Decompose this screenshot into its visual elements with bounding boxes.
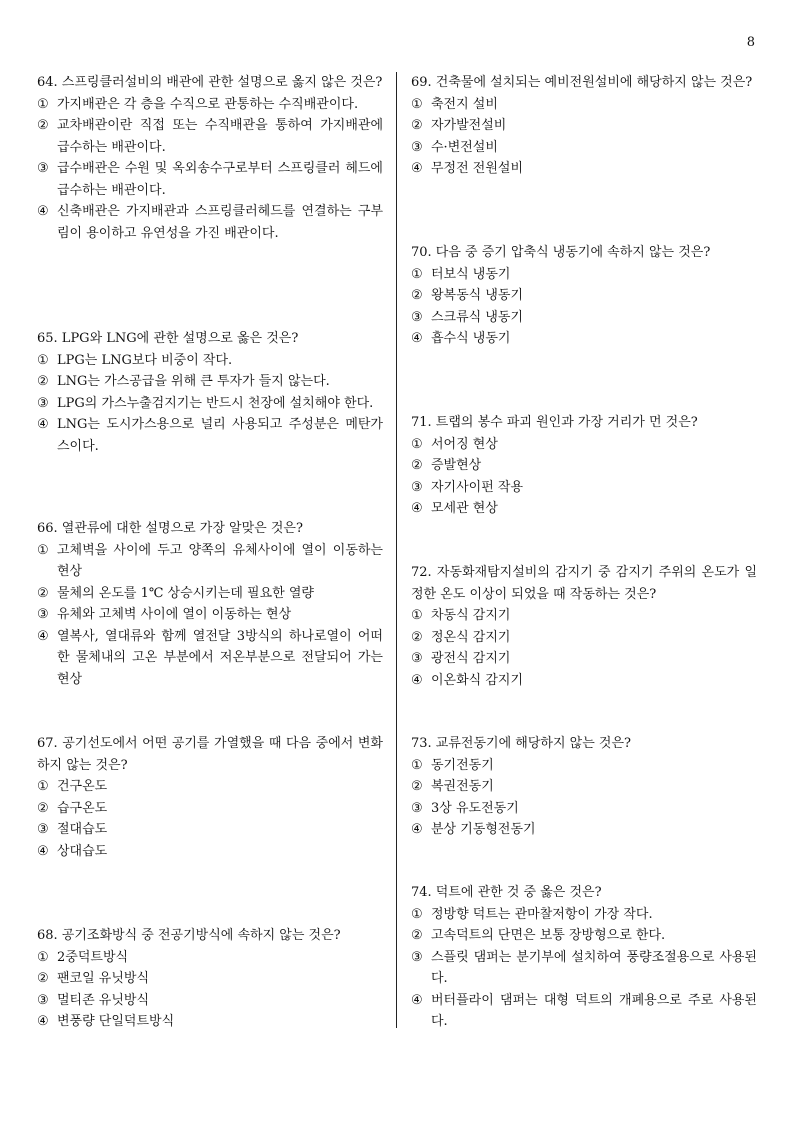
option-text: 축전지 설비 bbox=[431, 96, 498, 112]
option-text: 증발현상 bbox=[431, 458, 482, 473]
option-number: ④ bbox=[37, 628, 49, 644]
option-text: 모세관 현상 bbox=[431, 501, 498, 516]
answer-option bbox=[37, 540, 383, 583]
option-text: 터보식 냉동기 bbox=[431, 266, 511, 282]
option-number: ① bbox=[411, 608, 423, 623]
question-69 bbox=[411, 72, 757, 180]
question-stem: 66. 열관류에 대한 설명으로 가장 알맞은 것은? bbox=[37, 521, 303, 536]
answer-option bbox=[37, 94, 383, 116]
answer-option bbox=[37, 947, 383, 969]
question-71 bbox=[411, 412, 757, 520]
option-text: 3상 유도전동기 bbox=[431, 800, 519, 816]
option-number: ③ bbox=[411, 139, 423, 155]
option-number: ① bbox=[37, 949, 49, 965]
answer-option bbox=[37, 841, 383, 863]
option-number: ③ bbox=[411, 479, 423, 495]
option-text: 수·변전설비 bbox=[431, 139, 498, 155]
option-text: 자가발전설비 bbox=[431, 118, 507, 133]
option-number: ① bbox=[411, 757, 423, 773]
option-number: ④ bbox=[411, 331, 423, 346]
answer-option bbox=[411, 798, 757, 820]
answer-option bbox=[37, 1011, 383, 1033]
answer-option bbox=[411, 264, 757, 286]
question-stem: 65. LPG와 LNG에 관한 설명으로 옳은 것은? bbox=[37, 331, 299, 346]
question-64 bbox=[37, 72, 383, 244]
question-stem: 67. 공기선도에서 어떤 공기를 가열했을 때 다음 중에서 변화하지 않는 것은? bbox=[37, 736, 383, 773]
option-text: 이온화식 감지기 bbox=[431, 672, 524, 688]
question-stem: 74. 덕트에 관한 것 중 옳은 것은? bbox=[411, 885, 602, 900]
answer-option bbox=[411, 904, 757, 926]
option-text: LPG의 가스누출검지기는 반드시 천장에 설치해야 한다. bbox=[57, 395, 374, 411]
option-number: ③ bbox=[37, 822, 49, 837]
option-text: 흡수식 냉동기 bbox=[431, 331, 511, 346]
question-68 bbox=[37, 925, 383, 1033]
answer-option bbox=[37, 819, 383, 841]
option-text: 정방향 덕트는 관마찰저항이 가장 작다. bbox=[431, 906, 653, 922]
answer-option bbox=[411, 307, 757, 329]
option-text: 절대습도 bbox=[57, 822, 108, 837]
option-text: 습구온도 bbox=[57, 800, 108, 816]
option-number: ④ bbox=[37, 417, 49, 432]
question-stem: 70. 다음 중 증기 압축식 냉동기에 속하지 않는 것은? bbox=[411, 245, 711, 260]
answer-option bbox=[411, 605, 757, 627]
option-number: ② bbox=[37, 118, 49, 133]
option-number: ③ bbox=[411, 949, 423, 965]
option-text: 왕복동식 냉동기 bbox=[431, 288, 524, 303]
answer-option bbox=[37, 776, 383, 798]
answer-option bbox=[411, 776, 757, 798]
option-text: 교차배관이란 직접 또는 수직배관을 통하여 가지배관에 급수하는 배관이다. bbox=[57, 118, 383, 155]
answer-option bbox=[37, 990, 383, 1012]
option-number: ④ bbox=[411, 672, 423, 688]
option-text: 무정전 전원설비 bbox=[431, 161, 524, 176]
option-text: 신축배관은 가지배관과 스프링클러헤드를 연결하는 구부림이 용이하고 유연성을 가진 배관이다. bbox=[57, 204, 383, 241]
option-number: ④ bbox=[411, 161, 423, 176]
question-stem: 73. 교류전동기에 해당하지 않는 것은? bbox=[411, 736, 631, 751]
option-number: ③ bbox=[411, 800, 423, 816]
question-stem: 69. 건축물에 설치되는 예비전원설비에 해당하지 않는 것은? bbox=[411, 75, 753, 90]
answer-option bbox=[37, 583, 383, 605]
option-number: ④ bbox=[411, 501, 423, 516]
option-text: LNG는 도시가스용으로 널리 사용되고 주성분은 메탄가스이다. bbox=[57, 417, 383, 454]
option-text: 서어징 현상 bbox=[431, 436, 498, 452]
option-number: ③ bbox=[37, 992, 49, 1008]
option-text: 상대습도 bbox=[57, 843, 108, 859]
answer-option bbox=[411, 477, 757, 499]
column-divider bbox=[396, 72, 397, 1028]
answer-option bbox=[37, 968, 383, 990]
option-text: 급수배관은 수원 및 옥외송수구로부터 스프링클러 헤드에 급수하는 배관이다. bbox=[57, 161, 383, 198]
answer-option bbox=[411, 158, 757, 180]
answer-option bbox=[411, 925, 757, 947]
answer-option bbox=[411, 648, 757, 670]
option-number: ① bbox=[411, 436, 423, 452]
answer-option bbox=[411, 455, 757, 477]
answer-option bbox=[411, 755, 757, 777]
option-number: ② bbox=[411, 118, 423, 133]
option-text: 가지배관은 각 층을 수직으로 관통하는 수직배관이다. bbox=[57, 96, 359, 112]
option-text: 고체벽을 사이에 두고 양쪽의 유체사이에 열이 이동하는 현상 bbox=[57, 542, 383, 579]
option-text: 차동식 감지기 bbox=[431, 608, 511, 623]
question-65 bbox=[37, 328, 383, 457]
option-text: 스플릿 댐퍼는 분기부에 설치하여 풍량조절용으로 사용된다. bbox=[431, 949, 757, 986]
option-number: ① bbox=[411, 906, 423, 922]
answer-option bbox=[411, 137, 757, 159]
answer-option bbox=[411, 434, 757, 456]
question-73 bbox=[411, 733, 757, 841]
option-number: ② bbox=[411, 928, 423, 943]
option-number: ② bbox=[411, 779, 423, 794]
answer-option bbox=[37, 158, 383, 201]
answer-option bbox=[411, 947, 757, 990]
answer-option bbox=[37, 798, 383, 820]
option-text: 멀티존 유닛방식 bbox=[57, 992, 150, 1008]
question-72 bbox=[411, 562, 757, 691]
option-number: ③ bbox=[411, 651, 423, 666]
option-number: ① bbox=[411, 96, 423, 112]
option-number: ③ bbox=[37, 395, 49, 411]
option-text: 버터플라이 댐퍼는 대형 덕트의 개폐용으로 주로 사용된다. bbox=[431, 992, 757, 1029]
option-text: 복권전동기 bbox=[431, 779, 494, 794]
option-number: ① bbox=[37, 542, 49, 558]
option-text: 물체의 온도를 1℃ 상승시키는데 필요한 열량 bbox=[57, 585, 314, 601]
option-text: 열복사, 열대류와 함께 열전달 3방식의 하나로열이 어떠한 물체내의 고온 부분에서 저온부분으로 전달되어 가는 현상 bbox=[57, 628, 383, 687]
question-stem: 68. 공기조화방식 중 전공기방식에 속하지 않는 것은? bbox=[37, 928, 341, 943]
option-text: 건구온도 bbox=[57, 779, 108, 794]
option-text: 스크류식 냉동기 bbox=[431, 309, 524, 325]
question-stem: 71. 트랩의 봉수 파괴 원인과 가장 거리가 먼 것은? bbox=[411, 415, 698, 430]
option-number: ④ bbox=[411, 822, 423, 837]
answer-option bbox=[37, 626, 383, 691]
option-text: LNG는 가스공급을 위해 큰 투자가 들지 않는다. bbox=[57, 374, 330, 389]
answer-option bbox=[37, 604, 383, 626]
option-number: ① bbox=[37, 96, 49, 112]
option-text: 정온식 감지기 bbox=[431, 629, 511, 645]
answer-option bbox=[411, 819, 757, 841]
option-text: 2중덕트방식 bbox=[57, 949, 129, 965]
answer-option bbox=[37, 414, 383, 457]
option-text: 동기전동기 bbox=[431, 757, 494, 773]
answer-option bbox=[411, 285, 757, 307]
option-text: 유체와 고체벽 사이에 열이 이동하는 현상 bbox=[57, 607, 292, 622]
answer-option bbox=[37, 201, 383, 244]
option-number: ② bbox=[411, 288, 423, 303]
option-text: 광전식 감지기 bbox=[431, 651, 511, 666]
question-66 bbox=[37, 518, 383, 690]
question-67 bbox=[37, 733, 383, 862]
option-text: LPG는 LNG보다 비중이 작다. bbox=[57, 352, 233, 368]
option-text: 변풍량 단일덕트방식 bbox=[57, 1014, 175, 1029]
answer-option bbox=[411, 94, 757, 116]
option-number: ④ bbox=[37, 843, 49, 859]
answer-option bbox=[411, 328, 757, 350]
option-number: ② bbox=[37, 800, 49, 816]
option-number: ① bbox=[37, 352, 49, 368]
question-stem: 72. 자동화재탐지설비의 감지기 중 감지기 주위의 온도가 일정한 온도 이상이 되었을 때 작동하는 것은? bbox=[411, 565, 757, 602]
answer-option bbox=[37, 115, 383, 158]
option-number: ③ bbox=[37, 607, 49, 622]
question-70 bbox=[411, 242, 757, 350]
answer-option bbox=[411, 115, 757, 137]
option-number: ② bbox=[37, 971, 49, 986]
option-number: ③ bbox=[37, 161, 49, 176]
option-text: 자기사이펀 작용 bbox=[431, 479, 524, 495]
option-text: 팬코일 유닛방식 bbox=[57, 971, 150, 986]
option-number: ② bbox=[411, 629, 423, 645]
option-number: ③ bbox=[411, 309, 423, 325]
option-number: ④ bbox=[37, 204, 49, 219]
answer-option bbox=[37, 350, 383, 372]
question-stem: 64. 스프링클러설비의 배관에 관한 설명으로 옳지 않은 것은? bbox=[37, 75, 383, 90]
answer-option bbox=[37, 371, 383, 393]
page-number: 8 bbox=[746, 35, 755, 50]
answer-option bbox=[37, 393, 383, 415]
question-74 bbox=[411, 882, 757, 1033]
answer-option bbox=[411, 670, 757, 692]
answer-option bbox=[411, 498, 757, 520]
option-text: 고속덕트의 단면은 보통 장방형으로 한다. bbox=[431, 928, 666, 943]
option-number: ② bbox=[37, 374, 49, 389]
option-number: ② bbox=[411, 458, 423, 473]
option-number: ① bbox=[37, 779, 49, 794]
option-number: ④ bbox=[37, 1014, 49, 1029]
answer-option bbox=[411, 990, 757, 1033]
option-number: ④ bbox=[411, 992, 423, 1008]
option-number: ② bbox=[37, 585, 49, 601]
option-text: 분상 기동형전동기 bbox=[431, 822, 536, 837]
option-number: ① bbox=[411, 266, 423, 282]
answer-option bbox=[411, 627, 757, 649]
